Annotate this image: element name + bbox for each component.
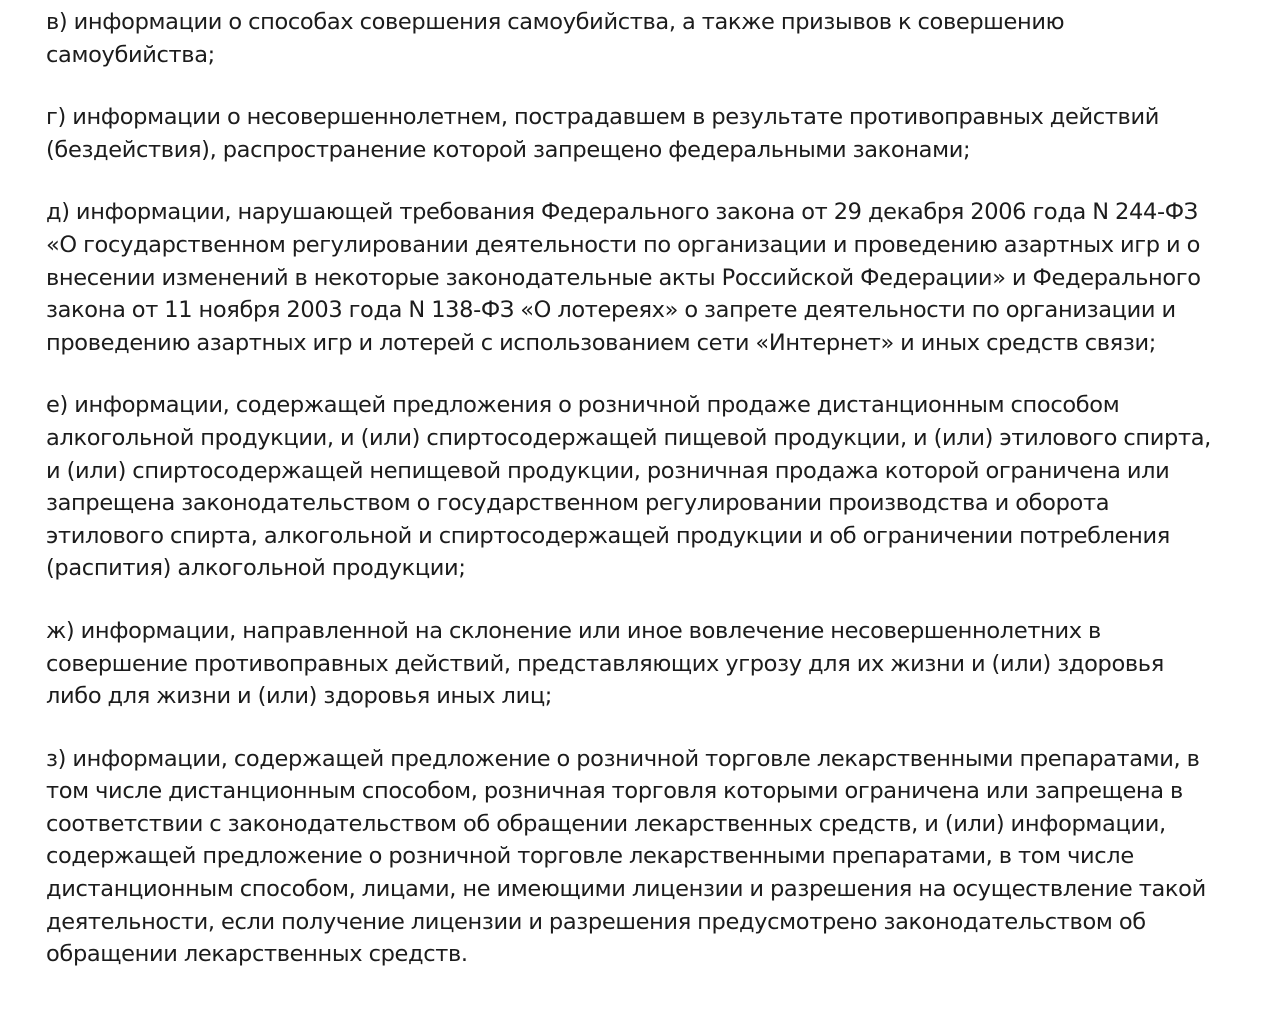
text-line: «О государственном регулировании деятельности по организации и проведению азартных игр и о [46,231,1200,258]
text-line: ж) информации, направленной на склонение или иное вовлечение несовершеннолетних в [46,617,1101,644]
paragraph-e [46,389,1236,585]
text-line: том числе дистанционным способом, розничная торговля которыми ограничена или запрещена в [46,778,1183,805]
text-line: соответствии с законодательством об обращении лекарственных средств, и (или) информации, [46,810,1166,837]
text-line: з) информации, содержащей предложение о розничной торговле лекарственными препаратами, в [46,745,1200,772]
text-line: д) информации, нарушающей требования Федерального закона от 29 декабря 2006 года N 244-ФЗ [46,199,1198,226]
text-line: запрещена законодательством о государственном регулировании производства и оборота [46,490,1110,517]
text-line: г) информации о несовершеннолетнем, пострадавшем в результате противоправных действий [46,104,1160,131]
text-line: (распития) алкогольной продукции; [46,555,466,582]
text-line: (бездействия), распространение которой запрещено федеральными законами; [46,136,971,163]
text-line: е) информации, содержащей предложения о розничной продаже дистанционным способом [46,392,1120,419]
text-line: дистанционным способом, лицами, не имеющими лицензии и разрешения на осуществление такой [46,876,1206,903]
text-line: и (или) спиртосодержащей непищевой продукции, розничная продажа которой ограничена или [46,457,1170,484]
paragraph-d [46,196,1236,359]
text-line: содержащей предложение о розничной торговле лекарственными препаратами, в том числе [46,843,1134,870]
text-line: закона от 11 ноября 2003 года N 138-ФЗ «О лотереях» о запрете деятельности по организации и [46,297,1176,324]
document-body [46,6,1236,1001]
text-line: совершение противоправных действий, представляющих угрозу для их жизни и (или) здоровья [46,650,1164,677]
text-line: обращении лекарственных средств. [46,941,468,968]
text-line: самоубийства; [46,41,215,68]
paragraph-zh [46,615,1236,713]
text-line: внесении изменений в некоторые законодательные акты Российской Федерации» и Федерального [46,264,1201,291]
paragraph-g [46,101,1236,166]
text-line: этилового спирта, алкогольной и спиртосодержащей продукции и об ограничении потребления [46,522,1170,549]
paragraph-z [46,743,1236,971]
text-line: проведению азартных игр и лотерей с использованием сети «Интернет» и иных средств связи; [46,329,1156,356]
text-line: деятельности, если получение лицензии и разрешения предусмотрено законодательством об [46,908,1146,935]
paragraph-v [46,6,1236,71]
text-line: алкогольной продукции, и (или) спиртосодержащей пищевой продукции, и (или) этилового спирта, [46,424,1211,451]
text-line: либо для жизни и (или) здоровья иных лиц; [46,683,553,710]
text-line: в) информации о способах совершения самоубийства, а также призывов к совершению [46,9,1065,35]
